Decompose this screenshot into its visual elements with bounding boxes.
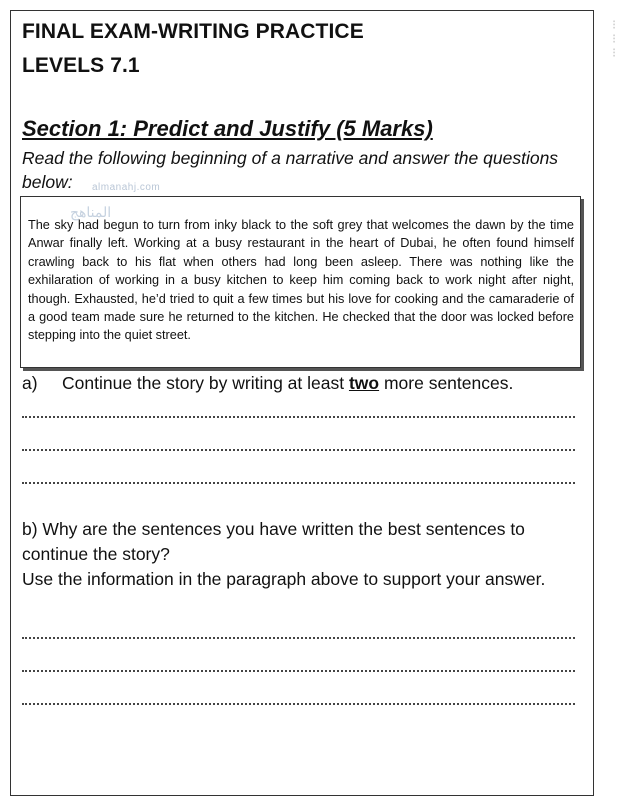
answer-line-b3[interactable] (22, 703, 575, 705)
section-heading: Section 1: Predict and Justify (5 Marks) (22, 116, 433, 141)
question-b (22, 517, 582, 592)
answer-line-b2[interactable] (22, 670, 575, 672)
question-a-emphasis: two (348, 373, 380, 393)
question-a-label: a) (22, 373, 38, 393)
answer-line-b1[interactable] (22, 637, 575, 639)
answer-line-a2[interactable] (22, 449, 575, 451)
question-b-prompt: b) Why are the sentences you have written the best sentences to continue the story? (22, 519, 525, 564)
answer-line-a1[interactable] (22, 416, 575, 418)
side-edge-mark: ⁝ ⁝ ⁝ (612, 17, 617, 60)
section-instructions: Read the following beginning of a narrative and answer the questions below: (22, 148, 559, 192)
question-b-support: Use the information in the paragraph above to support your answer. (22, 569, 546, 589)
question-a-text-after: more sentences. (379, 373, 514, 393)
passage-box (20, 196, 581, 368)
question-a-text-before: Continue the story by writing at least (62, 373, 349, 393)
passage-text: The sky had begun to turn from inky black to the soft grey that welcomes the dawn by the time Anwar finally left. Working at a busy restaurant in the heart of Dubai, he often found himself crawling back to his flat when others had long been asleep. There was nothing like the exhilaration of working in a busy kitchen to keep him coming back to work night after night, though. Exhausted, he’d tried to quit a few times but his love for cooking and the camaraderie of a good team made sure he returned to the kitchen. He checked that the door was locked before stepping into the quiet street. (28, 218, 574, 343)
level-title: LEVELS 7.1 (22, 54, 140, 77)
watermark-site: almanahj.com (92, 182, 161, 193)
answer-line-a3[interactable] (22, 482, 575, 484)
question-a (22, 371, 513, 396)
exam-title: FINAL EXAM-WRITING PRACTICE (22, 20, 364, 43)
watermark-arabic: المناهج (70, 204, 112, 220)
